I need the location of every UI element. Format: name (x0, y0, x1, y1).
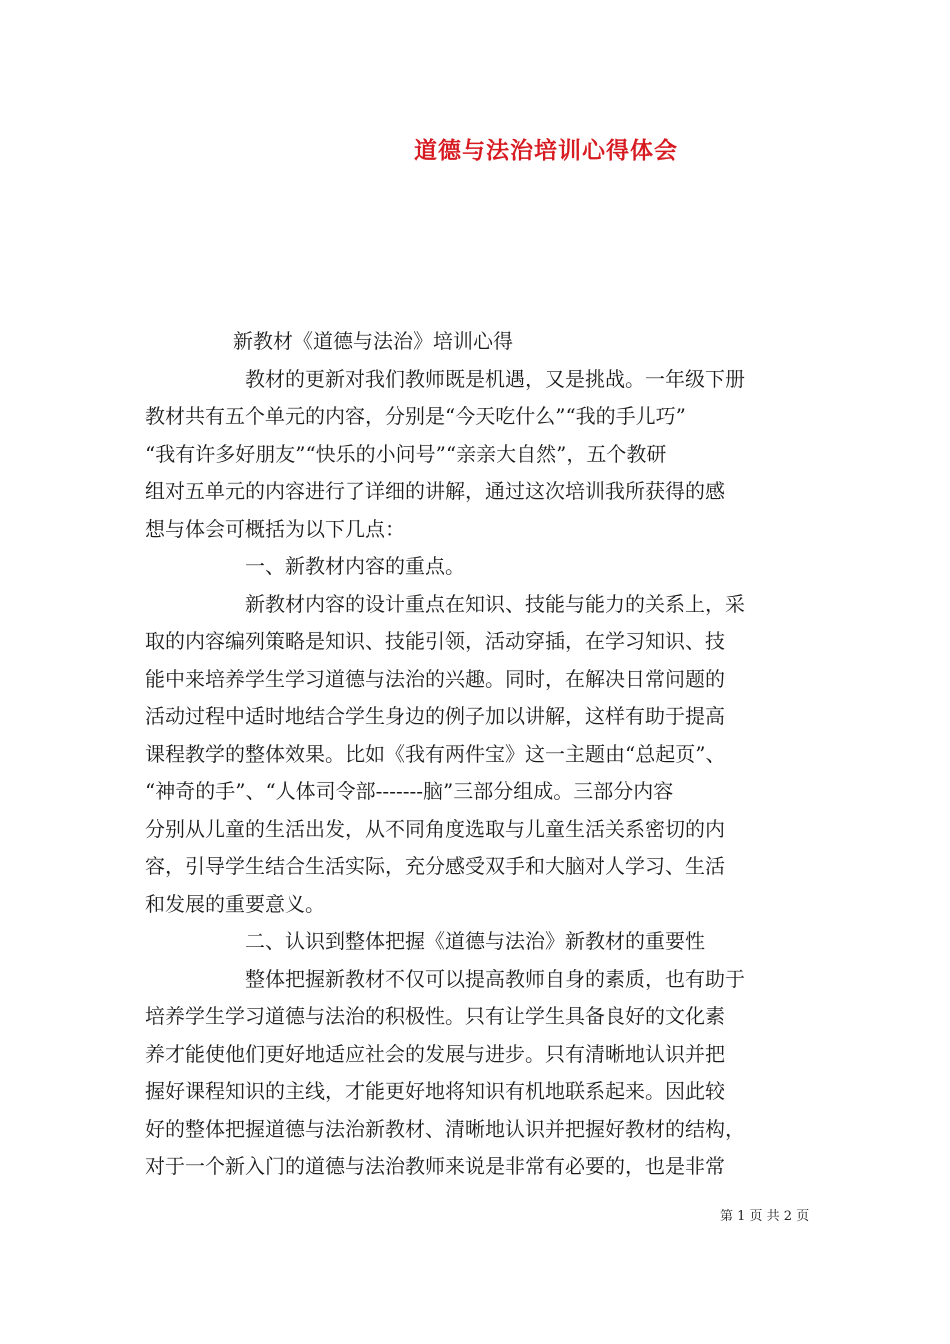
paragraph-line: 教材的更新对我们教师既是机遇，又是挑战。一年级下册 (245, 366, 745, 391)
paragraph-line: 课程教学的整体效果。比如《我有两件宝》这一主题由“总起页”、 (145, 741, 726, 766)
paragraph-line: 容，引导学生结合生活实际，充分感受双手和大脑对人学习、生活 (145, 854, 725, 878)
paragraph-line: 教材共有五个单元的内容，分别是“今天吃什么”“我的手儿巧” (145, 404, 686, 428)
paragraph-line: 取的内容编列策略是知识、技能引领，活动穿插，在学习知识、技 (145, 629, 725, 653)
paragraph-line: 能中来培养学生学习道德与法治的兴趣。同时，在解决日常问题的 (145, 666, 725, 691)
paragraph-line: 组对五单元的内容进行了详细的讲解，通过这次培训我所获得的感 (145, 479, 725, 503)
paragraph-line: 好的整体把握道德与法治新教材、清晰地认识并把握好教材的结构， (145, 1116, 745, 1141)
page-number-footer: 第 1 页 共 2 页 (720, 1209, 810, 1224)
paragraph-line: 新教材内容的设计重点在知识、技能与能力的关系上，采 (245, 591, 745, 616)
paragraph-line: “我有许多好朋友”“快乐的小问号”“亲亲大自然”，五个教研 (145, 441, 667, 466)
paragraph-line: 养才能使他们更好地适应社会的发展与进步。只有清晰地认识并把 (145, 1041, 725, 1066)
paragraph-line: 对于一个新入门的道德与法治教师来说是非常有必要的，也是非常 (145, 1154, 725, 1178)
document-body (145, 323, 813, 1186)
paragraph-line: 分别从儿童的生活出发，从不同角度选取与儿童生活关系密切的内 (145, 816, 725, 841)
paragraph-line: “神奇的手”、“人体司令部-------脑”三部分组成。三部分内容 (145, 779, 674, 803)
paragraph-line: 整体把握新教材不仅可以提高教师自身的素质，也有助于 (245, 966, 745, 991)
paragraph-line: 握好课程知识的主线，才能更好地将知识有机地联系起来。因此较 (145, 1079, 725, 1103)
paragraph-line: 活动过程中适时地结合学生身边的例子加以讲解，这样有助于提高 (145, 704, 725, 728)
document-title: 道德与法治培训心得体会 (414, 137, 678, 164)
paragraph-line: 想与体会可概括为以下几点： (145, 516, 405, 541)
paragraph-line: 培养学生学习道德与法治的积极性。只有让学生具备良好的文化素 (145, 1004, 725, 1028)
section-heading-2: 二、认识到整体把握《道德与法治》新教材的重要性 (245, 929, 705, 953)
subtitle-line: 新教材《道德与法治》培训心得 (233, 329, 513, 353)
paragraph-line: 和发展的重要意义。 (145, 891, 325, 916)
section-heading-1: 一、新教材内容的重点。 (245, 554, 465, 578)
